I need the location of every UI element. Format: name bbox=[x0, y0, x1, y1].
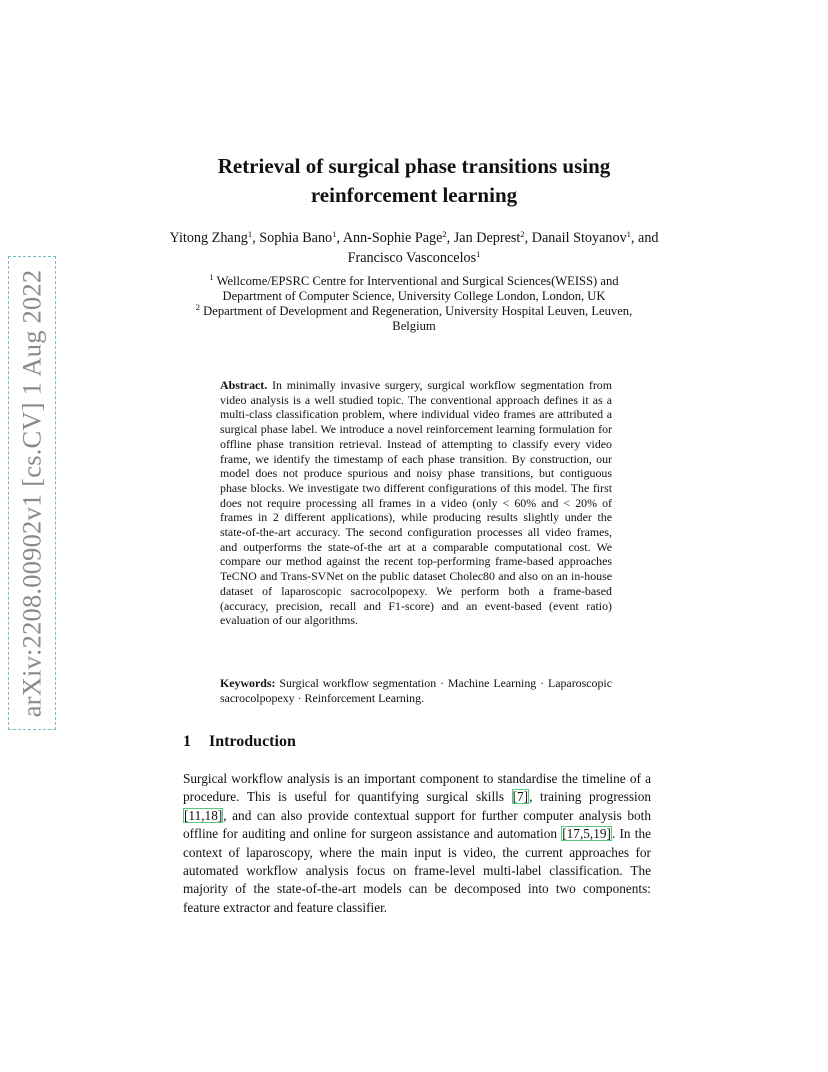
paper-title bbox=[140, 152, 688, 210]
affiliation-text: Wellcome/EPSRC Centre for Interventional and Surgical Sciences(WEISS) and Department of Computer Science, University College London, London, UK bbox=[216, 274, 619, 303]
author-affiliation-mark: 1 bbox=[626, 229, 631, 239]
author-affiliation-mark: 2 bbox=[520, 229, 525, 239]
intro-text: , and can also provide contextual support for further computer analysis both offline for auditing and online for surgeon assistance and automation bbox=[183, 807, 651, 842]
author-affiliation-mark: 2 bbox=[442, 229, 447, 239]
affiliations bbox=[180, 274, 648, 334]
affiliation-mark: 1 bbox=[209, 272, 214, 282]
arxiv-identifier: arXiv:2208.00902v1 [cs.CV] 1 Aug 2022 bbox=[16, 269, 47, 717]
author-affiliation-mark: 1 bbox=[247, 229, 253, 239]
author-name: Jan Deprest bbox=[453, 230, 521, 246]
section-heading bbox=[183, 733, 296, 751]
title-line-2: reinforcement learning bbox=[310, 183, 518, 207]
arxiv-identifier-stamp bbox=[8, 256, 56, 730]
author-affiliation-mark: 1 bbox=[476, 249, 481, 259]
citation-link[interactable]: [7] bbox=[512, 789, 529, 805]
citation-link[interactable]: [11,18] bbox=[184, 807, 223, 823]
section-number: 1 bbox=[183, 733, 191, 750]
intro-text: . In the context of laparoscopy, where the main input is video, the current approaches for automated workflow analysis focus on frame-level multi-label classification. The majority of the state-of-the-art models can be decomposed into two components: feature extractor and feature classifier. bbox=[183, 826, 652, 915]
keywords bbox=[220, 676, 612, 705]
affiliation-mark: 2 bbox=[195, 302, 200, 312]
section-title: Introduction bbox=[209, 733, 296, 750]
author-name: Sophia Bano bbox=[259, 230, 333, 246]
citation-link[interactable]: [17,5,19] bbox=[562, 826, 611, 842]
affiliation-1 bbox=[180, 274, 648, 304]
abstract-text: In minimally invasive surgery, surgical workflow segmentation from video analysis is a well studied topic. The conventional approach defines it as a multi-class classification problem, where individual video frames are attributed a surgical phase label. We introduce a novel reinforcement learning formulation for offline phase transition retrieval. Instead of attempting to classify every video frame, we identify the timestamp of each phase transition. By construction, our model does not produce spurious and noisy phase transitions, but contiguous phase blocks. We investigate two different configurations of this model. The first does not require processing all frames in a video (only < 60% and < 20% of frames in 2 different applications), while producing results slightly under the state-of-the-art accuracy. The second configuration processes all video frames, and outperforms the state-of-the art at a comparable computational cost. We compare our method against the recent top-performing frame-based approaches TeCNO and Trans-SVNet on the public dataset Cholec80 and also on an in-house dataset of laparoscopic sacrocolpopexy. We perform both a frame-based (accuracy, precision, recall and F1-score) and an event-based (event ratio) evaluation of our algorithms. bbox=[220, 378, 612, 628]
intro-text: Surgical workflow analysis is an important component to standardise the timeline of a procedure. This is useful for quantifying surgical skills bbox=[183, 771, 651, 805]
author-name: Francisco Vasconcelos bbox=[347, 250, 477, 266]
abstract-label: Abstract. bbox=[220, 378, 268, 392]
author-name: Yitong Zhang bbox=[169, 230, 248, 246]
author-conjunction: and bbox=[638, 230, 659, 246]
author-affiliation-mark: 1 bbox=[332, 229, 337, 239]
affiliation-text: Department of Development and Regeneration, University Hospital Leuven, Leuven, Belgium bbox=[203, 304, 633, 333]
keywords-label: Keywords: bbox=[220, 676, 276, 690]
author-name: Danail Stoyanov bbox=[531, 230, 627, 246]
affiliation-2 bbox=[180, 304, 648, 334]
author-name: Ann-Sophie Page bbox=[342, 230, 443, 246]
intro-paragraph bbox=[183, 770, 651, 917]
author-list: Yitong Zhang$^1$, Sophia Bano$^1$, Ann-Sophie Page$^2$, Jan Deprest$^2$, Danail Stoyanov$^1$, and Francisco Vasconcelos$^1$ bbox=[169, 229, 659, 266]
abstract bbox=[220, 378, 612, 628]
keywords-text: Surgical workflow segmentation · Machine Learning · Laparoscopic sacrocolpopexy · Reinforcement Learning. bbox=[220, 676, 612, 705]
title-line-1: Retrieval of surgical phase transitions using bbox=[217, 154, 611, 178]
intro-text: , training progression bbox=[529, 789, 652, 805]
